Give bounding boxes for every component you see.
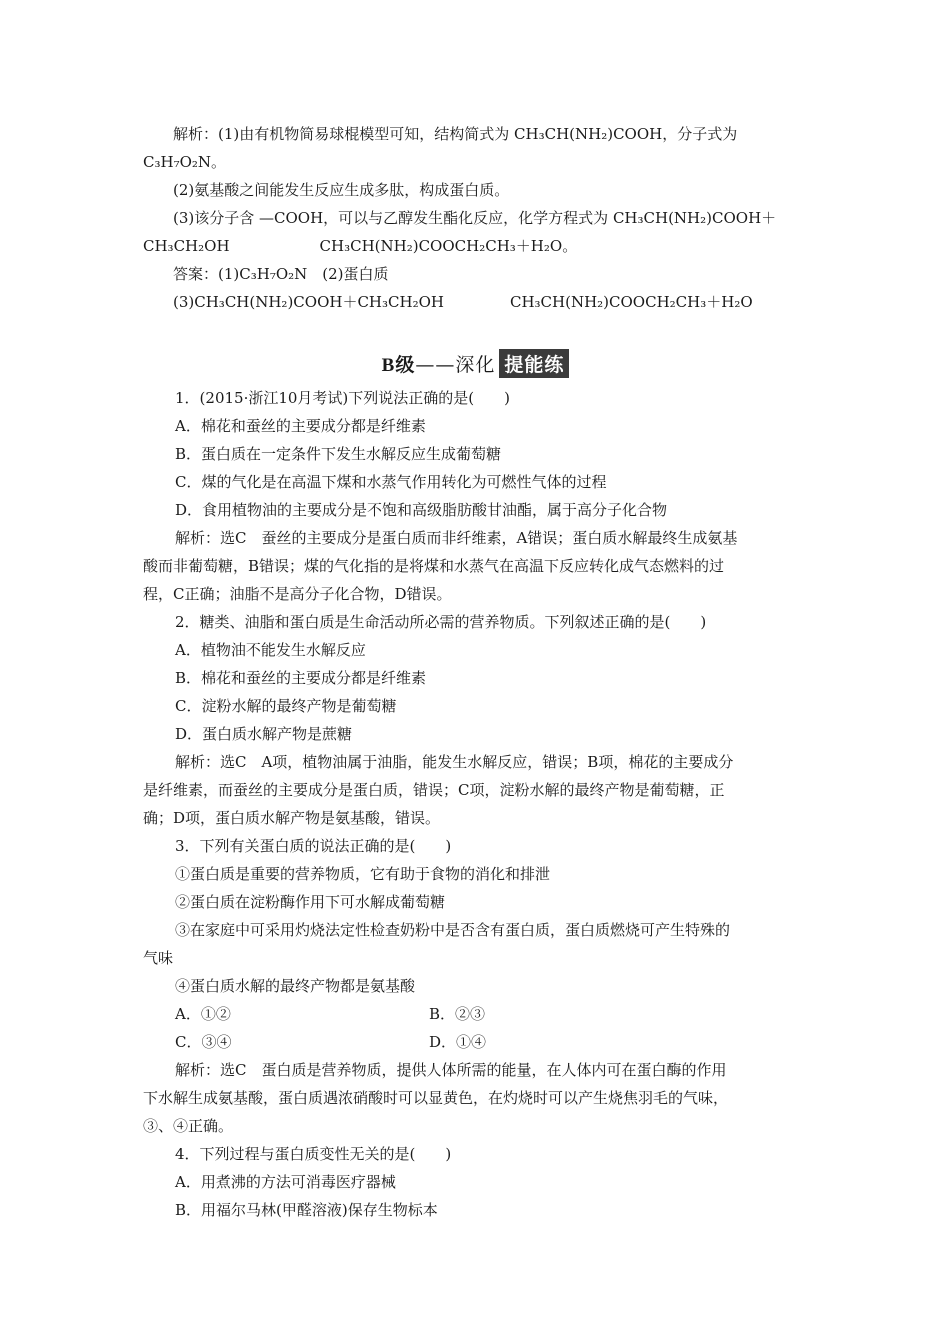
answer-line: C₃H₇O₂N。: [143, 153, 227, 171]
question-stem: 4．下列过程与蛋白质变性无关的是( ): [175, 1145, 452, 1163]
equation-product: CH₃CH(NH₂)COOCH₂CH₃＋H₂O: [509, 293, 753, 311]
option-a: A．植物油不能发生水解反应: [175, 641, 366, 659]
option-b: B．②③: [429, 1005, 486, 1023]
statement-4: ④蛋白质水解的最终产物都是氨基酸: [175, 977, 416, 995]
question-stem: 3．下列有关蛋白质的说法正确的是( ): [175, 837, 452, 855]
analysis-line: 程，C正确；油脂不是高分子化合物，D错误。: [143, 585, 452, 603]
analysis-line: ③、④正确。: [143, 1117, 234, 1135]
analysis-line: 解析：选C 蚕丝的主要成分是蛋白质而非纤维素，A错误；蛋白质水解最终生成氨基: [175, 529, 738, 547]
question-stem: 1．(2015·浙江10月考试)下列说法正确的是( ): [175, 389, 510, 407]
document-content: [143, 120, 808, 1224]
option-c: C．淀粉水解的最终产物是葡萄糖: [175, 697, 397, 715]
answer-line: 解析：(1)由有机物简易球棍模型可知，结构简式为 CH₃CH(NH₂)COOH，分子式为: [173, 125, 738, 143]
section-level: B级: [381, 354, 416, 376]
analysis-line: 确；D项，蛋白质水解产物是氨基酸，错误。: [143, 809, 441, 827]
answer-line: 答案：(1)C₃H₇O₂N (2)蛋白质: [173, 265, 389, 283]
section-badge: 提能练: [499, 349, 569, 378]
section-subtitle: ——深化: [415, 353, 496, 376]
analysis-line: 是纤维素，而蚕丝的主要成分是蛋白质，错误；C项，淀粉水解的最终产物是葡萄糖，正: [143, 781, 725, 799]
analysis-line: 下水解生成氨基酸，蛋白质遇浓硝酸时可以显黄色，在灼烧时可以产生烧焦羽毛的气味，: [143, 1089, 729, 1107]
equation-line: [143, 288, 808, 316]
equation-reactant: (3)CH₃CH(NH₂)COOH＋CH₃CH₂OH: [173, 293, 444, 311]
option-row: [143, 1000, 808, 1028]
option-a: A．①②: [175, 1005, 231, 1023]
analysis-line: 酸而非葡萄糖，B错误；煤的气化指的是将煤和水蒸气在高温下反应转化成气态燃料的过: [143, 557, 725, 575]
equation-reactant: CH₃CH₂OH: [143, 237, 230, 255]
option-d: D．①④: [429, 1033, 487, 1051]
section-title: [143, 342, 808, 384]
statement-2: ②蛋白质在淀粉酶作用下可水解成葡萄糖: [175, 893, 446, 911]
option-c: C．③④: [175, 1033, 232, 1051]
statement-1: ①蛋白质是重要的营养物质，它有助于食物的消化和排泄: [175, 865, 551, 883]
option-row: [143, 1028, 808, 1056]
statement-3-cont: 气味: [143, 949, 174, 967]
option-b: B．棉花和蚕丝的主要成分都是纤维素: [175, 669, 427, 687]
equation-product: CH₃CH(NH₂)COOCH₂CH₃＋H₂O。: [319, 237, 578, 255]
option-a: A．棉花和蚕丝的主要成分都是纤维素: [175, 417, 426, 435]
option-b: B．用福尔马林(甲醛溶液)保存生物标本: [175, 1201, 438, 1219]
answer-line: (2)氨基酸之间能发生反应生成多肽，构成蛋白质。: [173, 181, 510, 199]
equation-line: [143, 232, 808, 260]
option-a: A．用煮沸的方法可消毒医疗器械: [175, 1173, 396, 1191]
question-stem: 2．糖类、油脂和蛋白质是生命活动所必需的营养物质。下列叙述正确的是( ): [175, 613, 707, 631]
option-d: D．食用植物油的主要成分是不饱和高级脂肪酸甘油酯，属于高分子化合物: [175, 501, 668, 519]
option-c: C．煤的气化是在高温下煤和水蒸气作用转化为可燃性气体的过程: [175, 473, 607, 491]
analysis-line: 解析：选C A项，植物油属于油脂，能发生水解反应，错误；B项，棉花的主要成分: [175, 753, 734, 771]
option-b: B．蛋白质在一定条件下发生水解反应生成葡萄糖: [175, 445, 502, 463]
answer-line: (3)该分子含 —COOH，可以与乙醇发生酯化反应，化学方程式为 CH₃CH(NH₂)COOH＋: [173, 209, 777, 227]
option-d: D．蛋白质水解产物是蔗糖: [175, 725, 353, 743]
statement-3: ③在家庭中可采用灼烧法定性检查奶粉中是否含有蛋白质，蛋白质燃烧可产生特殊的: [175, 921, 731, 939]
analysis-line: 解析：选C 蛋白质是营养物质，提供人体所需的能量，在人体内可在蛋白酶的作用: [175, 1061, 727, 1079]
